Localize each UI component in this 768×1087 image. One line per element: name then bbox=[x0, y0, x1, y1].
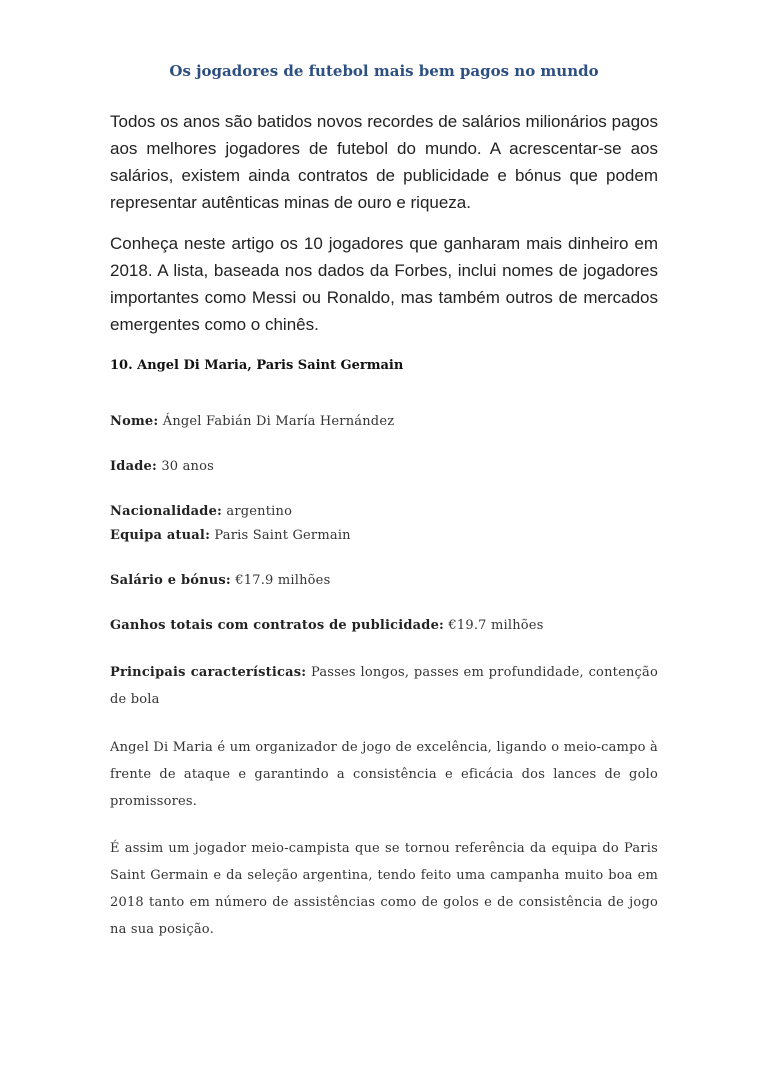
body-paragraph-2: É assim um jogador meio-campista que se tornou referência da equipa do Paris Saint Germain e da seleção argentina, tendo feito uma campanha muito boa em 2018 tanto em número de assistências como de golos e de consistência de jogo na sua posição. bbox=[110, 841, 658, 937]
intro-paragraph-1: Todos os anos são batidos novos recordes de salários milionários pagos aos melhores jogadores de futebol do mundo. A acrescentar-se aos salários, existem ainda contratos de publicidade e bónus que podem representar autênticas minas de ouro e riqueza. bbox=[110, 112, 658, 212]
field-salary-value: €17.9 milhões bbox=[235, 573, 331, 588]
field-nationality-value: argentino bbox=[226, 504, 293, 519]
field-features-value: Passes longos, passes em profundidade, contenção de bola bbox=[110, 665, 658, 707]
body-paragraph-1: Angel Di Maria é um organizador de jogo de excelência, ligando o meio-campo à frente de ataque e garantindo a consistência e eficácia dos lances de golo promissores. bbox=[110, 740, 658, 809]
field-earnings-label: Ganhos totais com contratos de publicidade: bbox=[110, 618, 445, 633]
intro-paragraph-2: Conheça neste artigo os 10 jogadores que ganharam mais dinheiro em 2018. A lista, baseada nos dados da Forbes, inclui nomes de jogadores importantes como Messi ou Ronaldo, mas também outros de mercados emergentes como o chinês. bbox=[110, 234, 658, 334]
page-title: Os jogadores de futebol mais bem pagos no mundo bbox=[169, 62, 599, 80]
field-age-label: Idade: bbox=[110, 459, 157, 474]
field-name-value: Ángel Fabián Di María Hernández bbox=[162, 414, 395, 429]
field-salary bbox=[110, 569, 658, 593]
field-nationality-label: Nacionalidade: bbox=[110, 504, 223, 519]
player-heading: 10. Angel Di Maria, Paris Saint Germain bbox=[110, 358, 404, 373]
field-team-value: Paris Saint Germain bbox=[214, 528, 351, 543]
field-name bbox=[110, 410, 658, 434]
field-team bbox=[110, 524, 658, 548]
field-salary-label: Salário e bónus: bbox=[110, 573, 231, 588]
field-earnings-value: €19.7 milhões bbox=[448, 618, 544, 633]
field-features-label: Principais características: bbox=[110, 665, 307, 680]
field-earnings bbox=[110, 614, 658, 638]
field-nationality bbox=[110, 500, 658, 524]
field-name-label: Nome: bbox=[110, 414, 159, 429]
field-team-label: Equipa atual: bbox=[110, 528, 211, 543]
field-age bbox=[110, 455, 658, 479]
field-age-value: 30 anos bbox=[161, 459, 215, 474]
field-features bbox=[110, 659, 658, 713]
